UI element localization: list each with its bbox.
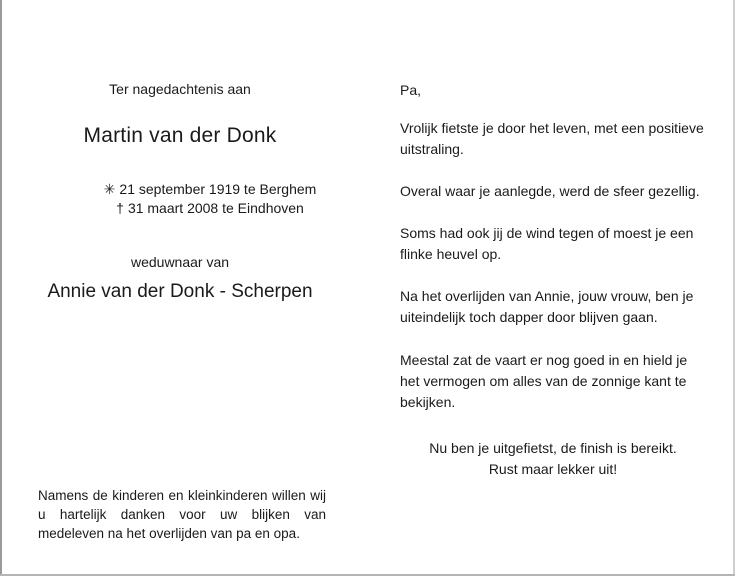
deceased-name: Martin van der Donk xyxy=(83,124,277,147)
poem-paragraph: Overal waar je aanlegde, werd de sfeer gezellig. xyxy=(400,183,700,199)
closing-line: Nu ben je uitgefietst, de finish is bereikt. xyxy=(429,440,677,456)
birth-date-place: 21 september 1919 te Berghem xyxy=(119,181,317,197)
widower-of-label: weduwnaar van xyxy=(130,254,230,270)
poem-closing xyxy=(400,438,706,480)
family-thanks-text: Namens de kinderen en kleinkinderen willen wij u hartelijk danken voor uw blijken van medeleven na het overlijden van pa en opa. xyxy=(38,488,326,541)
poem-greeting: Pa, xyxy=(400,82,422,98)
poem-paragraph: Soms had ook jij de wind tegen of moest je een flinke heuvel op. xyxy=(400,225,694,262)
poem-paragraph: Vrolijk fietste je door het leven, met een positieve uitstraling. xyxy=(400,120,704,157)
spouse-name: Annie van der Donk - Scherpen xyxy=(47,281,313,302)
birth-star-icon: ✳ xyxy=(103,181,116,197)
death-cross-icon: † xyxy=(116,200,124,216)
closing-line: Rust maar lekker uit! xyxy=(488,461,618,477)
memorial-card-right-panel xyxy=(400,0,710,576)
birth-line xyxy=(60,181,360,198)
memorial-card-left-panel xyxy=(0,0,362,576)
poem-paragraph: Meestal zat de vaart er nog goed in en hield je het vermogen om alles van de zonnige kant te bekijken. xyxy=(400,352,688,410)
death-date-place: 31 maart 2008 te Eindhoven xyxy=(127,200,304,216)
death-line xyxy=(60,200,360,216)
in-memory-heading: Ter nagedachtenis aan xyxy=(109,81,251,97)
poem-paragraph: Na het overlijden van Annie, jouw vrouw, ben je uiteindelijk toch dapper door blijven gaan. xyxy=(400,288,694,325)
